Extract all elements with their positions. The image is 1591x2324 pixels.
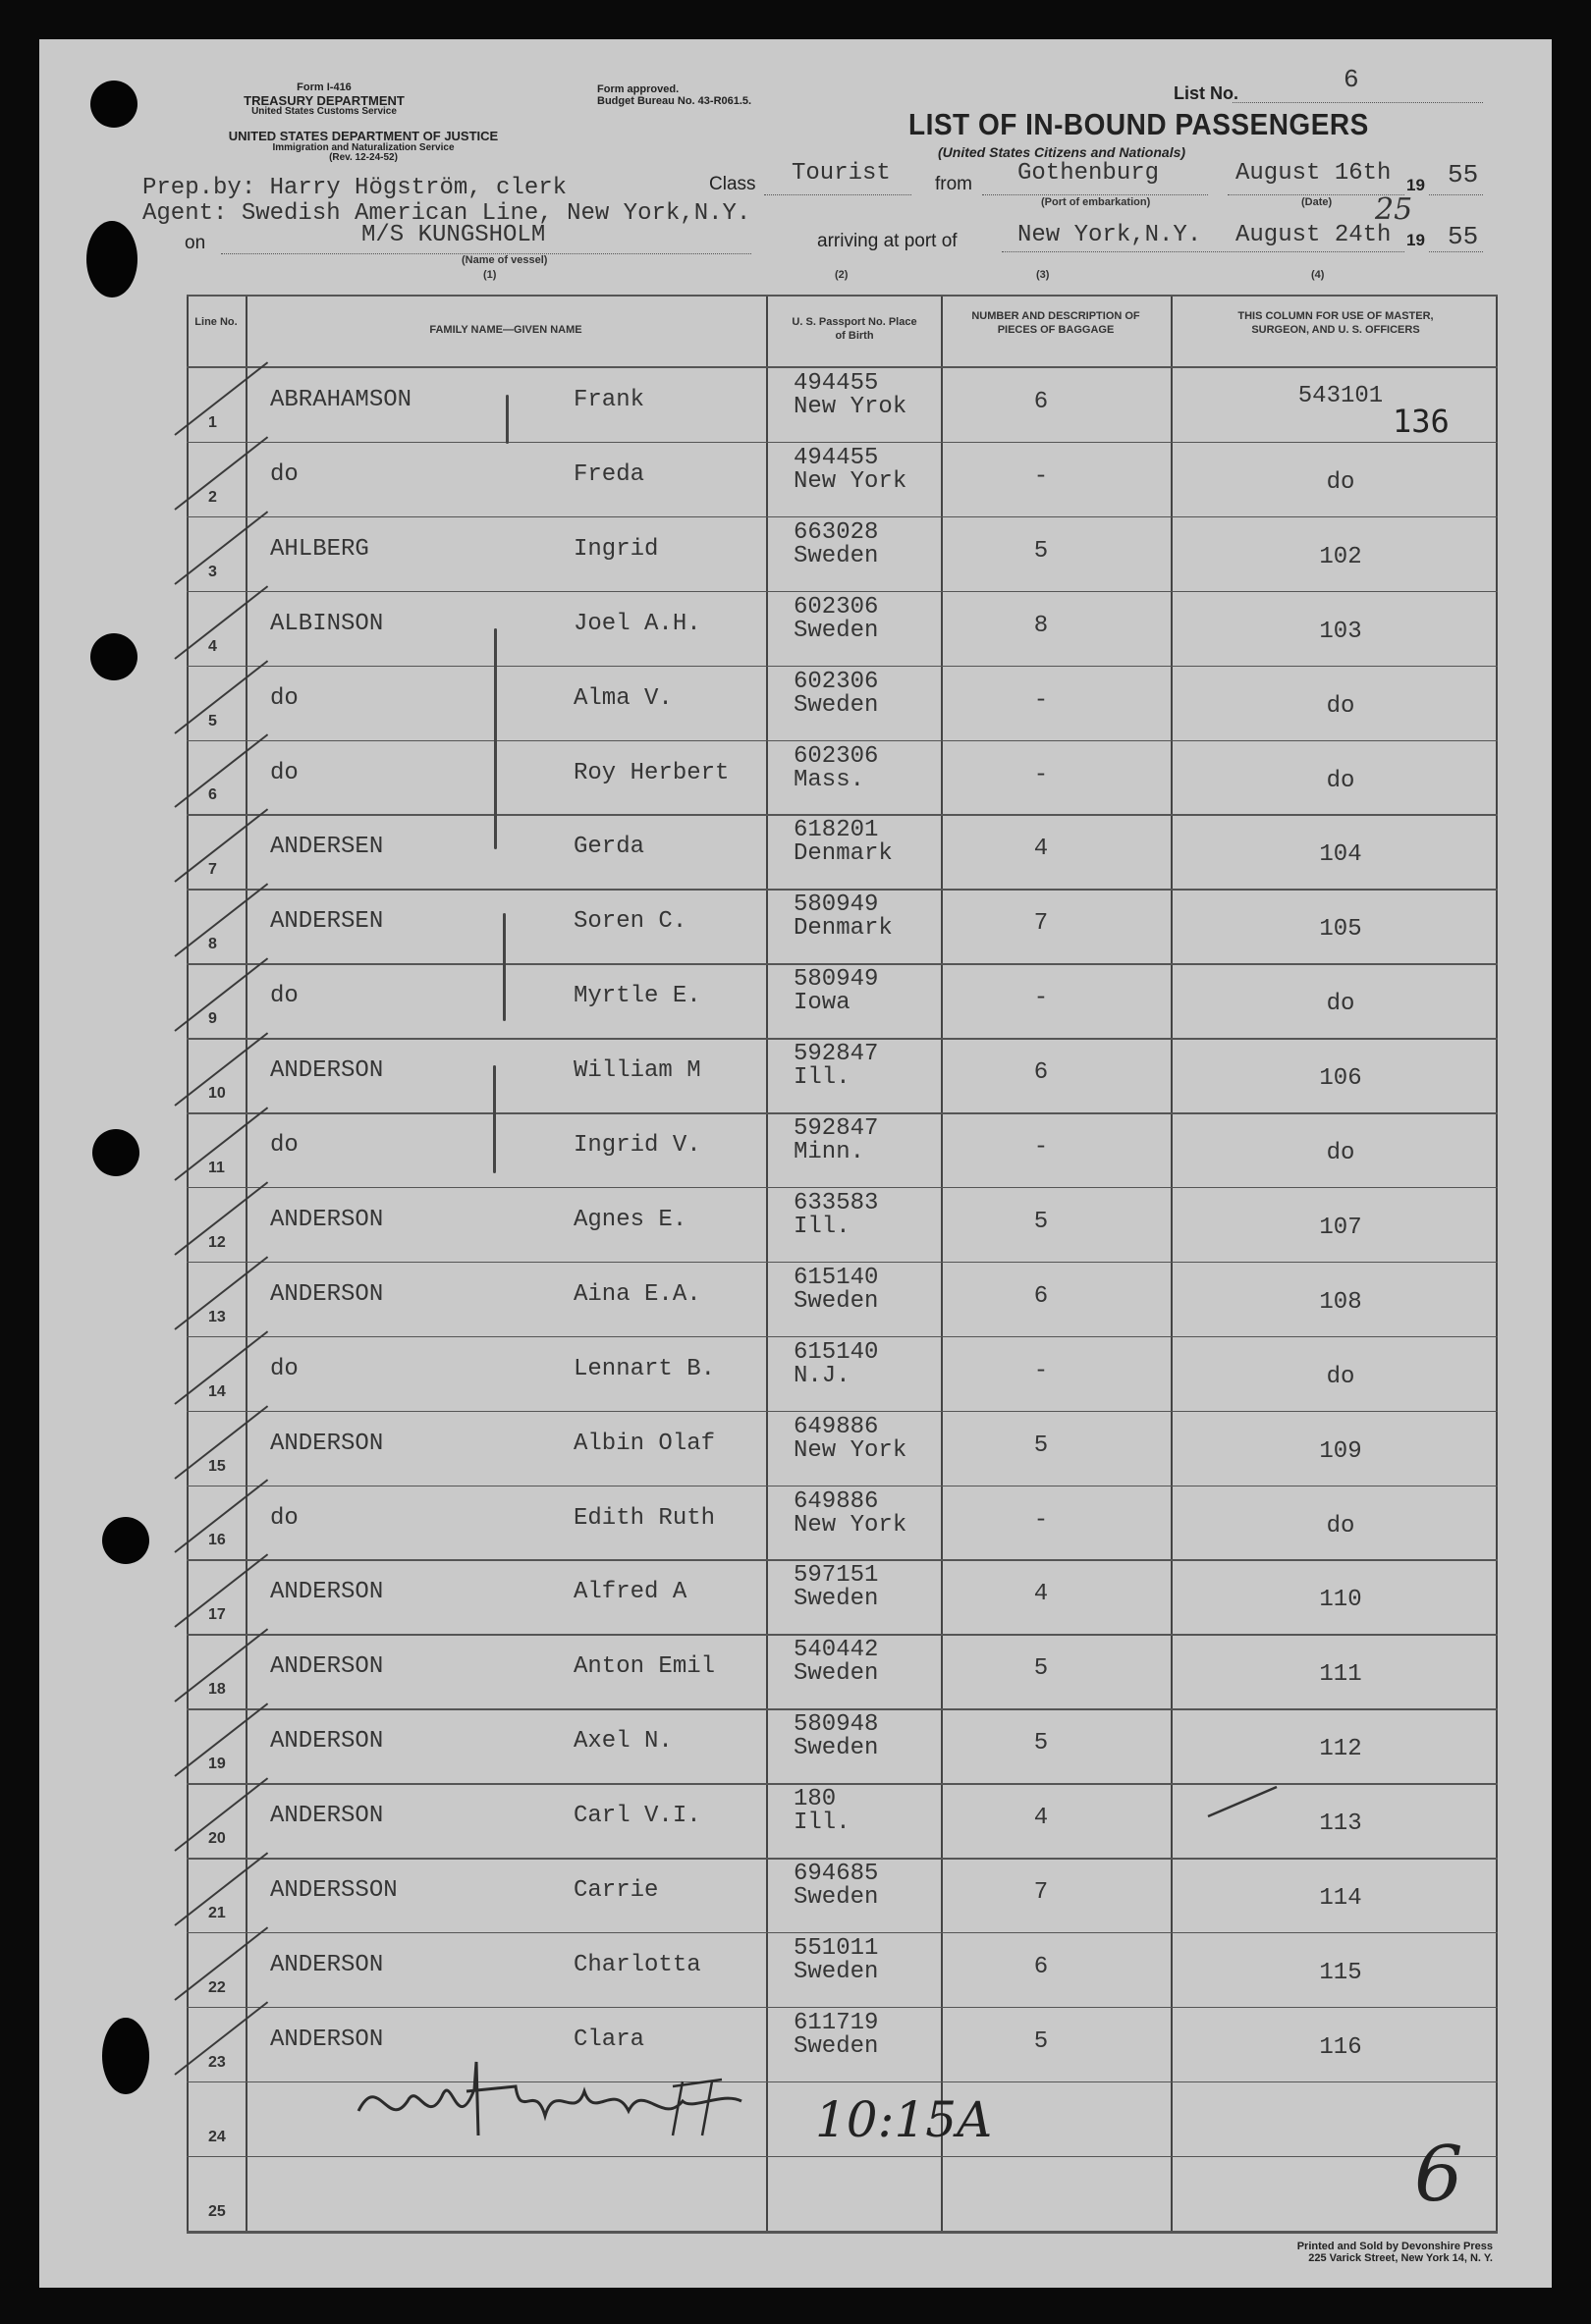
family-name: do [270,983,299,1010]
family-name: ANDERSON [270,1057,384,1085]
place-of-birth: N.J. [794,1362,850,1389]
budget-bureau: Budget Bureau No. 43-R061.5. [597,94,752,107]
printer-address: 225 Varick Street, New York 14, N. Y. [1308,2251,1493,2264]
caption-4: (4) [1311,269,1325,281]
baggage-count: 6 [1033,1282,1049,1310]
place-of-birth: Ill. [794,1064,850,1092]
given-name: Clara [574,2026,645,2053]
baggage-count: - [1033,1357,1049,1384]
given-name: Frank [574,387,645,413]
arrival-year-line [1429,251,1483,252]
line-number: 18 [208,1681,226,1699]
col-header-line: Line No. [194,316,238,328]
row-divider [187,1858,1498,1860]
corner-number: 6 [1414,2131,1463,2219]
place-of-birth: Sweden [794,2032,879,2060]
list-no-label: List No. [1174,83,1238,103]
binder-hole [90,81,137,128]
passport-number: 615140 [794,1264,879,1291]
given-name: Freda [574,460,645,488]
passport-number: 649886 [794,1413,879,1440]
year-prefix: 19 [1406,176,1425,194]
table-right-border [1496,295,1498,2234]
place-of-birth: Minn. [794,1139,865,1165]
from-label: from [935,174,972,194]
document-title: LIST OF IN-BOUND PASSENGERS [908,107,1369,141]
line-number: 13 [208,1308,226,1325]
line-number: 8 [208,936,217,953]
line-number: 14 [208,1382,226,1400]
binder-hole [90,633,137,680]
form-approved: Form approved. [597,83,680,95]
baggage-count: 5 [1033,2027,1049,2055]
place-of-birth: New York [794,467,907,495]
place-of-birth: Iowa [794,990,850,1017]
line-number: 6 [208,786,217,804]
list-no-line [1233,102,1483,103]
family-name: ANDERSON [270,1280,384,1308]
line-number: 22 [208,1978,226,1996]
header-bottom-border [187,366,1498,368]
name-col-border [766,295,768,2234]
baggage-count: 4 [1033,836,1049,863]
passport-number: 592847 [794,1041,879,1068]
passport-number: 633583 [794,1189,879,1216]
row-divider [187,1038,1498,1040]
given-name: Axel N. [574,1728,673,1756]
place-of-birth: Denmark [794,915,893,943]
given-name: Carrie [574,1877,659,1904]
given-name: Anton Emil [574,1653,716,1681]
passport-number: 611719 [794,2009,879,2036]
passport-number: 649886 [794,1487,879,1515]
binder-hole [102,2018,149,2094]
place-of-birth: New York [794,1436,907,1464]
row-divider [187,1112,1498,1114]
family-name: ANDERSON [270,2026,384,2053]
family-bracket [494,628,497,849]
given-name: William M [574,1057,701,1085]
col-header-officers: THIS COLUMN FOR USE OF MASTER, SURGEON, AND U. S. OFFICERS [1237,310,1434,336]
officer-entry: do [1326,1140,1355,1166]
officer-entry: 104 [1319,841,1362,869]
officer-entry: 109 [1319,1437,1362,1465]
baggage-count: 5 [1033,1730,1049,1757]
officer-entry: do [1326,767,1355,794]
given-name: Aina E.A. [574,1280,701,1308]
officer-entry: 543101 [1297,383,1384,409]
officer-entry: 115 [1319,1959,1362,1986]
passport-number: 618201 [794,817,879,844]
printer-name: Printed and Sold by Devonshire Press [1296,2241,1493,2252]
place-of-birth: New York [794,1511,907,1539]
justice-dept: UNITED STATES DEPARTMENT OF JUSTICE [228,129,499,143]
passport-number: 540442 [794,1637,879,1664]
form-id-block [196,82,452,118]
officer-entry: 113 [1319,1811,1362,1838]
year-line [1429,194,1483,195]
officer-entry: do [1326,692,1355,720]
line-number: 3 [208,563,217,580]
arrival-date: August 24th [1235,222,1392,248]
treasury-dept: TREASURY DEPARTMENT [244,92,405,108]
binder-hole [92,1129,139,1176]
line-number: 23 [208,2053,226,2071]
given-name: Edith Ruth [574,1504,716,1532]
family-bracket [506,395,509,444]
form-number: Form I-416 [297,81,352,93]
line-number: 20 [208,1830,226,1847]
passport-number: 694685 [794,1861,879,1887]
baggage-col-border [1171,295,1173,2234]
customs-service: United States Customs Service [251,106,397,118]
given-name: Joel A.H. [574,610,701,637]
passport-number: 580949 [794,966,879,994]
family-name: ANDERSON [270,1430,384,1457]
given-name: Gerda [574,834,645,861]
baggage-count: - [1033,1506,1049,1534]
place-of-birth: Ill. [794,1213,850,1240]
place-of-birth: Sweden [794,1884,879,1911]
passport-number: 597151 [794,1562,879,1590]
officer-entry: do [1326,1363,1355,1390]
passport-number: 551011 [794,1934,879,1962]
family-name: ANDERSON [270,1653,384,1681]
line-number: 4 [208,637,217,655]
binder-hole [102,1517,149,1564]
place-of-birth: Mass. [794,766,865,793]
place-of-birth: Denmark [794,840,893,868]
baggage-count: - [1033,686,1049,714]
justice-block [177,130,550,164]
baggage-count: 5 [1033,1432,1049,1459]
family-name: ANDERSEN [270,834,384,861]
table-left-border [187,295,189,2234]
place-of-birth: Sweden [794,1287,879,1315]
given-name: Albin Olaf [574,1430,716,1457]
line-number: 15 [208,1457,226,1475]
place-of-birth: Sweden [794,1735,879,1762]
col-header-name: FAMILY NAME—GIVEN NAME [429,324,582,336]
baggage-count: 8 [1033,612,1049,639]
line-number: 19 [208,1756,226,1773]
row-divider [187,814,1498,816]
pass-check-mark [1203,1782,1282,1821]
passport-number: 602306 [794,668,879,695]
officer-entry: 116 [1319,2033,1362,2061]
list-no-value: 6 [1344,65,1359,94]
on-label: on [185,233,206,253]
class-line [764,194,911,195]
place-of-birth: Sweden [794,617,879,644]
row-divider [187,1932,1498,1934]
from-line [982,194,1208,195]
line-number: 17 [208,1606,226,1624]
row-divider [187,1783,1498,1785]
baggage-count: 5 [1033,1208,1049,1235]
row-divider [187,1708,1498,1710]
row-divider [187,442,1498,444]
passport-number: 580949 [794,892,879,919]
row-divider [187,1486,1498,1487]
baggage-count: 7 [1033,910,1049,938]
prepared-by: Prep.by: Harry Högström, clerk [142,175,568,201]
line-number: 5 [208,712,217,730]
baggage-count: - [1033,462,1049,490]
officer-entry: 107 [1319,1214,1362,1241]
row-divider [187,591,1498,593]
place-of-birth: Sweden [794,1586,879,1613]
given-name: Ingrid V. [574,1132,701,1159]
vessel-name: M/S KUNGSHOLM [361,222,546,248]
given-name: Lennart B. [574,1355,716,1382]
family-name: do [270,1504,299,1532]
row-divider [187,1336,1498,1338]
printer-credit [1203,2242,1493,2264]
officer-entry: 111 [1319,1661,1362,1689]
row-divider [187,889,1498,891]
place-of-birth: New Yrok [794,394,907,420]
row-divider [187,1634,1498,1636]
arrival-year: 55 [1448,222,1479,251]
baggage-count: 6 [1033,1059,1049,1087]
line-number: 2 [208,488,217,506]
given-name: Soren C. [574,908,687,936]
approval-block [597,84,751,107]
row-divider [187,1411,1498,1413]
line-number: 9 [208,1010,217,1028]
vessel-caption: (Name of vessel) [462,254,548,266]
baggage-count: 7 [1033,1879,1049,1906]
officer-entry: 114 [1319,1885,1362,1912]
family-name: ANDERSON [270,1951,384,1978]
baggage-count: - [1033,761,1049,788]
caption-1: (1) [483,269,497,281]
arrival-line [1002,251,1404,252]
line-number: 10 [208,1085,226,1102]
passport-number: 602306 [794,742,879,770]
baggage-count: 4 [1033,1581,1049,1608]
baggage-count: - [1033,1134,1049,1161]
family-name: ANDERSON [270,1579,384,1606]
place-of-birth: Ill. [794,1810,850,1837]
officer-entry: do [1326,468,1355,496]
baggage-count: 6 [1033,389,1049,415]
officer-entry: 112 [1319,1736,1362,1763]
officer-entry: do [1326,1512,1355,1540]
family-name: do [270,684,299,712]
baggage-count: - [1033,985,1049,1012]
family-name: do [270,1355,299,1382]
from-value: Gothenburg [1017,160,1160,187]
given-name: Carl V.I. [574,1803,701,1830]
margin-number: 136 [1393,403,1450,440]
place-of-birth: Sweden [794,542,879,569]
officer-entry: do [1326,991,1355,1018]
baggage-count: 4 [1033,1805,1049,1832]
family-name: ANDERSSON [270,1877,398,1904]
officer-entry: 105 [1319,916,1362,944]
col-header-passport: U. S. Passport No. Place of Birth [792,316,917,342]
family-name: ALBINSON [270,610,384,637]
timestamp-note: 10:15A [815,2091,993,2148]
passport-number: 592847 [794,1115,879,1142]
officer-entry: 103 [1319,618,1362,645]
officer-entry: 108 [1319,1288,1362,1316]
officer-entry: 106 [1319,1065,1362,1093]
line-number: 12 [208,1233,226,1251]
officer-entry: 110 [1319,1587,1362,1614]
baggage-count: 6 [1033,1953,1049,1980]
caption-3: (3) [1036,269,1050,281]
given-name: Alma V. [574,684,673,712]
given-name: Roy Herbert [574,759,730,786]
table-bottom-border [187,2232,1498,2234]
place-of-birth: Sweden [794,1958,879,1985]
family-name: do [270,1132,299,1159]
line-number: 24 [208,2128,226,2145]
family-name: do [270,460,299,488]
place-of-birth: Sweden [794,691,879,719]
family-name: AHLBERG [270,535,369,563]
given-name: Alfred A [574,1579,687,1606]
family-bracket [503,913,506,1021]
class-value: Tourist [792,160,891,187]
passport-number: 602306 [794,593,879,621]
line-number: 21 [208,1904,226,1921]
arrival-port: New York,N.Y. [1017,222,1202,248]
departure-year: 55 [1448,160,1479,189]
col-header-baggage: NUMBER AND DESCRIPTION OF PIECES OF BAGGAGE [971,310,1140,336]
passport-number: 180 [794,1786,837,1813]
ins-service: Immigration and Naturalization Service [272,141,455,153]
row-divider [187,1262,1498,1264]
row-divider [187,2231,1498,2233]
given-name: Ingrid [574,535,659,563]
line-number: 16 [208,1532,226,1549]
given-name: Myrtle E. [574,983,701,1010]
arrival-year-prefix: 19 [1406,231,1425,249]
signature-icon [349,2042,761,2150]
given-name: Agnes E. [574,1206,687,1233]
row-divider [187,1187,1498,1189]
port-caption: (Port of embarkation) [1041,196,1151,208]
date-caption: (Date) [1301,196,1333,208]
passport-col-border [941,295,943,2234]
row-divider [187,1559,1498,1561]
passport-number: 494455 [794,370,879,397]
row-divider [187,740,1498,742]
place-of-birth: Sweden [794,1660,879,1688]
family-name: ANDERSON [270,1206,384,1233]
family-name: ABRAHAMSON [270,387,412,413]
row-divider [187,963,1498,965]
passport-number: 494455 [794,444,879,471]
family-name: ANDERSON [270,1803,384,1830]
caption-2: (2) [835,269,849,281]
given-name: Charlotta [574,1951,701,1978]
binder-hole [86,221,137,297]
line-number: 25 [208,2202,226,2220]
officer-entry: 102 [1319,543,1362,570]
row-divider [187,2007,1498,2009]
arriving-label: arriving at port of [817,231,958,251]
agent-line: Agent: Swedish American Line, New York,N.Y. [142,200,751,227]
passport-number: 663028 [794,518,879,546]
family-name: ANDERSEN [270,908,384,936]
line-number: 1 [208,413,217,431]
passport-number: 615140 [794,1338,879,1366]
baggage-count: 5 [1033,537,1049,565]
passport-number: 580948 [794,1711,879,1739]
line-number: 7 [208,861,217,879]
line-number: 11 [208,1159,225,1176]
family-name: ANDERSON [270,1728,384,1756]
arrival-date-correction: 25 [1375,192,1413,227]
row-divider [187,666,1498,668]
table-top-border [187,295,1498,297]
family-name: do [270,759,299,786]
baggage-count: 5 [1033,1655,1049,1683]
row-divider [187,2156,1498,2158]
class-label: Class [709,174,756,194]
departure-date: August 16th [1235,160,1392,187]
document-subtitle: (United States Citizens and Nationals) [938,144,1186,160]
family-bracket [493,1065,496,1173]
form-revision: (Rev. 12-24-52) [329,152,398,164]
row-divider [187,516,1498,518]
